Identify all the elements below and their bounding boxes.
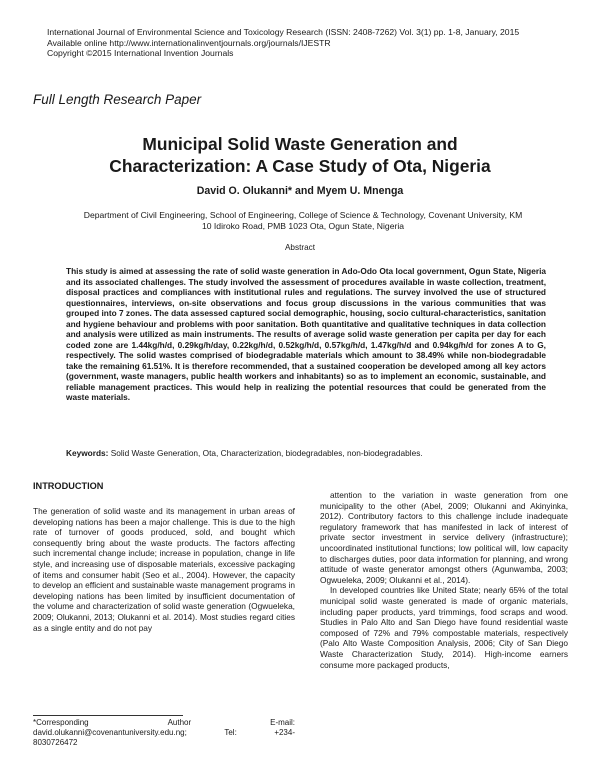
paper-title-line1: Municipal Solid Waste Generation and xyxy=(142,134,458,154)
keywords-label: Keywords: xyxy=(66,448,109,458)
abstract-body: This study is aimed at assessing the rate of solid waste generation in Ado-Odo Ota local government, Ogun State, Nigeria and its associated challenges. The study involved the assessment of procedures available in waste collection, treatment, disposal practices and compliances with institutional rules and regulations. The survey involved the use of structured questionnaires, interviews, on-site observations and focus group discussions in the various communities that was grouped into 7 zones. The data assessed captured social demographic, housing, socio cultural-characteristics, sanitation and hygiene behaviour and problems with poor sanitation. Both quantitative and qualitative techniques in data collection and analysis were utilized as main instruments. The results of average solid waste generation per capita per day for each coded zone are 1.44kg/h/d, 0.29kg/h/day, 0.22kg/h/d, 0.52kg/h/d, 0.57kg/h/d, 1.47kg/h/d and 0.94kg/h/d for zones A to G, respectively. The solid wastes comprised of biodegradable materials which amount to 38.49% while non-biodegradable take the remaining 61.51%. It is therefore recommended, that a sustained cooperation be developed among all key actors (government, waste managers, public health workers and inhabitants) so as to implement an economic, sustainable, and reliable management practices. This would help in realizing the potential resources that could be generated from the waste materials. xyxy=(66,266,546,402)
footnote-tel-label: Tel: xyxy=(224,727,237,737)
paper-title-line2: Characterization: A Case Study of Ota, Nigeria xyxy=(109,156,491,176)
footnote-tel: +234- xyxy=(274,727,295,737)
intro-paragraph-left: The generation of solid waste and its management in urban areas of developing nations has been a major challenge. This is due to the high rate of turnover of goods produced, sold, and bought which consequently bring about the waste products. The factors affecting such incremental change include; increase in population, change in life style, and increasing use of disposable materials, excessive packaging of items and consumer habit (Seo et al., 2004). However, the capacity to develop an efficient and sustainable waste management programs in developing nations has been limited by insufficient documentation of the volume and characterization of solid waste generation (Ogwueleka, 2009; Olukanni, 2013; Olukanni et al. 2014). Most studies regard cities as a single entity and do not pay xyxy=(33,506,295,633)
journal-url: Available online http://www.internationalinventjournals.org/journals/IJESTR xyxy=(47,37,331,48)
footnote-email[interactable]: david.olukanni@covenantuniversity.edu.ng; xyxy=(33,727,187,737)
keywords-text: Solid Waste Generation, Ota, Characterization, biodegradables, non-biodegradables. xyxy=(110,448,423,458)
footnote-row-2 xyxy=(33,728,295,738)
intro-paragraph-right-2: In developed countries like United State; nearly 65% of the total municipal solid waste generated is made of organic materials, including paper products, yard trimmings, food scraps and wood. Studies in Palo Alto and San Diego have found residential waste composed of 72% and 79% compostable materials, respectively (Palo Alto Waste Composition Analysis, 2006; City of San Diego Waste Characterization Study, 2014). High-income earners consume more packaged products, xyxy=(320,585,568,670)
article-type: Full Length Research Paper xyxy=(33,92,202,107)
paper-title xyxy=(40,133,560,177)
journal-copyright: Copyright ©2015 International Invention Journals xyxy=(47,48,234,59)
footnote xyxy=(33,718,295,747)
footnote-email-label: E-mail: xyxy=(270,718,295,727)
introduction-heading: INTRODUCTION xyxy=(33,481,104,491)
abstract-heading: Abstract xyxy=(284,243,316,252)
footnote-corresponding: *Corresponding xyxy=(33,718,89,727)
left-column xyxy=(33,506,295,633)
footnote-divider xyxy=(33,715,183,716)
intro-paragraph-right-1: attention to the variation in waste generation from one municipality to the other (Abel, 2009; Olukanni and Akinyinka, 2012). Contributory factors to this challenge include inadequate regulatory framework that has manifested in lack of interest of private sector investment in service delivery (infrastructure); uncoordinated institutional functions; low political will, low capacity to discharges duties, poor data information for planning, and wrong attitude of waste generator amongst others (Agunwamba, 2003; Ogwueleka, 2009; Olukanni et al., 2014). xyxy=(320,490,568,585)
affiliation-line2: 10 Idiroko Road, PMB 1023 Ota, Ogun State, Nigeria xyxy=(201,221,405,231)
footnote-author: Author xyxy=(167,718,192,727)
footnote-row-1 xyxy=(33,718,295,728)
authors: David O. Olukanni* and Myem U. Mnenga xyxy=(196,185,404,197)
affiliation xyxy=(50,210,556,232)
journal-header xyxy=(47,27,567,59)
keywords xyxy=(66,448,546,458)
right-column xyxy=(320,490,568,670)
affiliation-line1: Department of Civil Engineering, School of Engineering, College of Science & Technology, Covenant University, KM xyxy=(83,210,523,220)
footnote-tel-continued: 8030726472 xyxy=(33,737,78,747)
journal-citation: International Journal of Environmental Science and Toxicology Research (ISSN: 2408-7262) Vol. 3(1) pp. 1-8, January, 2015 xyxy=(47,27,520,37)
